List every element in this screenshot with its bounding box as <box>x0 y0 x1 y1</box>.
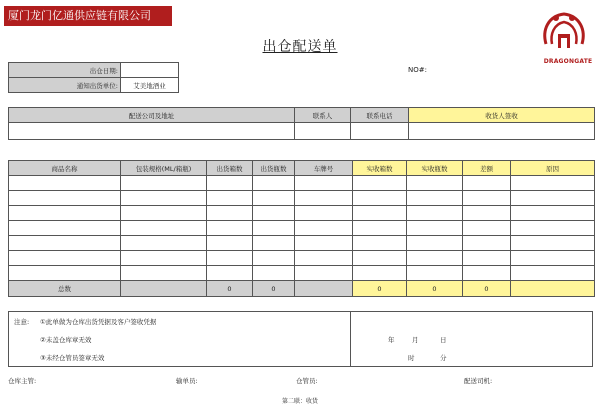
contact-cell[interactable] <box>295 123 351 140</box>
total-label: 总数 <box>9 281 121 297</box>
col-spec: 包装规格(ML/箱瓶) <box>121 161 207 176</box>
table-row[interactable] <box>9 266 595 281</box>
warehouse-manager-label: 仓库主管: <box>8 377 37 385</box>
contact-header: 联系人 <box>295 108 351 123</box>
address-cell[interactable] <box>9 123 295 140</box>
date-year: 年 <box>388 336 395 344</box>
col-ship-boxes: 出货箱数 <box>207 161 253 176</box>
date-value[interactable] <box>121 63 179 78</box>
phone-header: 联系电话 <box>351 108 409 123</box>
company-name: 厦门龙门亿通供应链有限公司 <box>4 6 172 26</box>
notes-label: 注意: <box>14 318 30 326</box>
table-row[interactable] <box>9 251 595 266</box>
keeper-label: 仓管员: <box>296 377 318 385</box>
total-ship-boxes: 0 <box>207 281 253 297</box>
table-row[interactable] <box>9 221 595 236</box>
phone-cell[interactable] <box>351 123 409 140</box>
note-line-1: ①此单做为仓库出货凭据及客户签收凭据 <box>40 318 157 326</box>
col-plate: 车牌号 <box>295 161 353 176</box>
no-label: NO#: <box>408 66 427 74</box>
sign-header: 收货人签收 <box>409 108 595 123</box>
form-title: 出仓配送单 <box>262 39 338 55</box>
table-row[interactable] <box>9 206 595 221</box>
col-recv-bottles: 实收瓶数 <box>407 161 463 176</box>
total-recv-boxes: 0 <box>353 281 407 297</box>
copy-label: 第二联：收货 <box>281 398 318 405</box>
notify-label: 通知出货单位: <box>9 78 121 93</box>
notify-value[interactable]: 艾美地酒业 <box>121 78 179 93</box>
header-table <box>8 62 179 93</box>
date-label: 出仓日期: <box>9 63 121 78</box>
logo-text: DRAGONGATE <box>543 58 593 65</box>
address-header: 配送公司及地址 <box>9 108 295 123</box>
note-line-2: ②未盖仓库章无效 <box>40 336 92 344</box>
sign-cell[interactable] <box>409 123 595 140</box>
col-reason: 原因 <box>511 161 595 176</box>
delivery-table <box>8 107 595 140</box>
total-diff: 0 <box>463 281 511 297</box>
time-hour: 时 <box>408 354 415 362</box>
total-ship-bottles: 0 <box>253 281 295 297</box>
time-minute: 分 <box>440 354 447 362</box>
table-row[interactable] <box>9 191 595 206</box>
date-day: 日 <box>440 336 447 344</box>
table-row[interactable] <box>9 236 595 251</box>
col-diff: 差额 <box>463 161 511 176</box>
table-row[interactable] <box>9 176 595 191</box>
col-ship-bottles: 出货瓶数 <box>253 161 295 176</box>
date-month: 月 <box>412 336 419 344</box>
total-recv-bottles: 0 <box>407 281 463 297</box>
col-product: 商品名称 <box>9 161 121 176</box>
note-line-3: ③未经仓管员签章无效 <box>40 354 105 362</box>
col-recv-boxes: 实收箱数 <box>353 161 407 176</box>
transporter-label: 输单员: <box>176 377 198 385</box>
driver-label: 配送司机: <box>464 377 493 385</box>
items-table <box>8 160 595 297</box>
